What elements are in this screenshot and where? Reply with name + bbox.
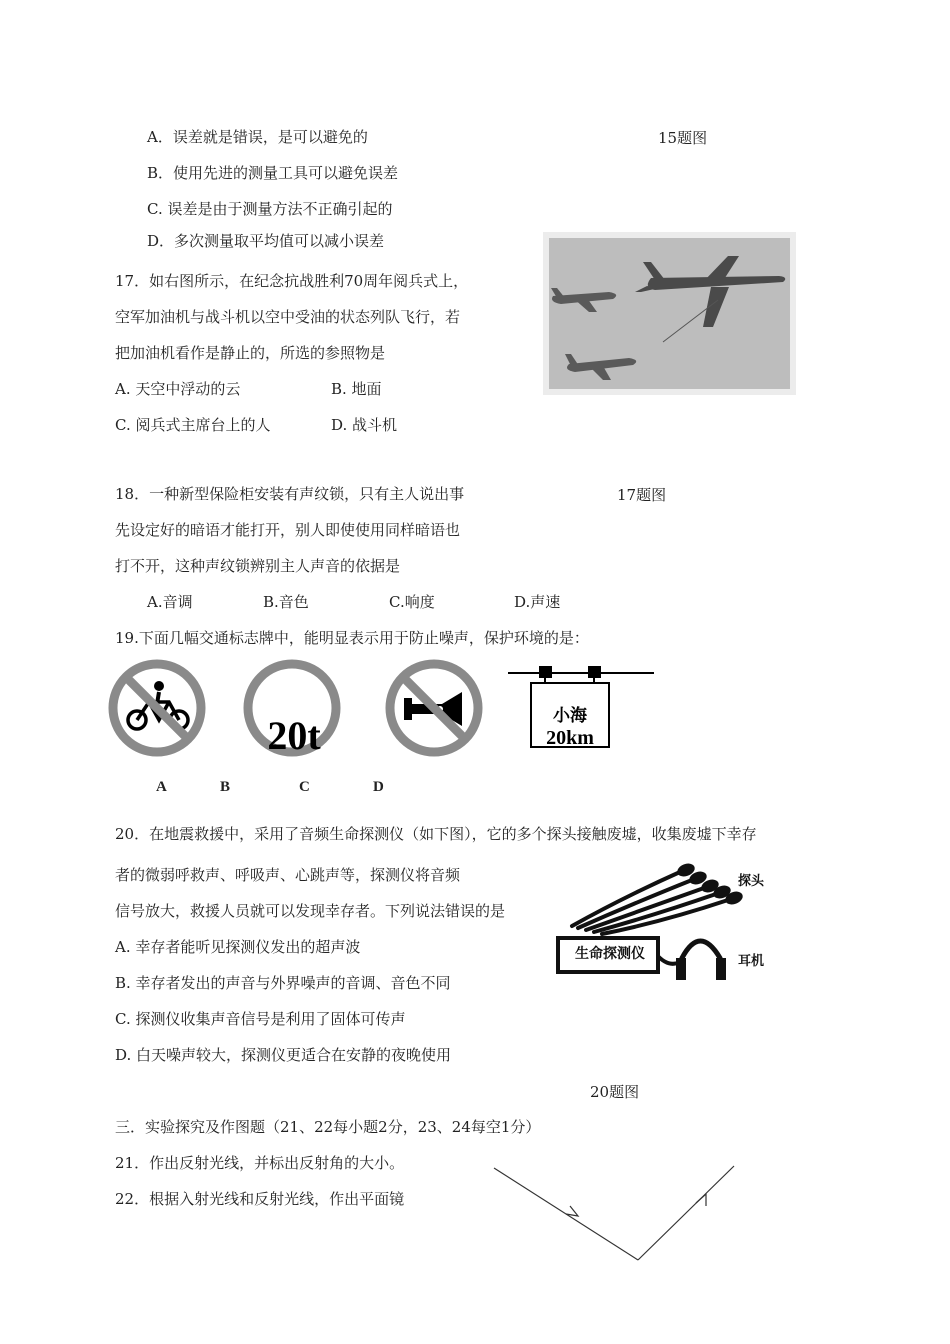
- q18-stem-line1: 18．一种新型保险柜安装有声纹锁，只有主人说出事: [115, 485, 465, 503]
- q17-refueling-photo: [543, 232, 796, 395]
- q16-option-c: C. 误差是由于测量方法不正确引起的: [147, 200, 393, 218]
- section3-title: 三．实验探究及作图题（21、22每小题2分，23、24每空1分）: [115, 1118, 541, 1136]
- q20-option-d: D. 白天噪声较大，探测仪更适合在安静的夜晚使用: [115, 1046, 452, 1064]
- q17-option-d: D. 战斗机: [331, 416, 398, 434]
- life-detector-label: 生命探测仪: [575, 946, 645, 962]
- q17-stem-line1: 17．如右图所示，在纪念抗战胜利70周年阅兵式上，: [115, 272, 469, 290]
- q17-option-a: A. 天空中浮动的云: [115, 380, 241, 398]
- q17-figure-caption: 17题图: [617, 486, 667, 504]
- q19-stem: 19.下面几幅交通标志牌中，能明显表示用于防止噪声，保护环境的是：: [115, 629, 589, 647]
- q17-option-c: C. 阅兵式主席台上的人: [115, 416, 271, 434]
- q20-option-c: C. 探测仪收集声音信号是利用了固体可传声: [115, 1010, 406, 1028]
- q19-label-b: B: [220, 779, 231, 795]
- q19-label-a: A: [156, 779, 167, 795]
- q20-stem-line1: 20．在地震救援中，采用了音频生命探测仪（如下图），它的多个探头接触废墟，收集废墟下幸存: [115, 825, 757, 843]
- q16-option-a: A．误差就是错误，是可以避免的: [147, 128, 368, 146]
- q18-option-c: C.响度: [389, 593, 435, 611]
- q20-stem-line2: 者的微弱呼救声、呼吸声、心跳声等，探测仪将音频: [115, 866, 461, 884]
- q18-option-b: B.音色: [263, 593, 309, 611]
- distance-sign-distance: 20km: [546, 727, 594, 749]
- q20-option-a: A. 幸存者能听见探测仪发出的超声波: [115, 938, 361, 956]
- q20-figure-caption: 20题图: [590, 1083, 640, 1101]
- reflection-ray-diagram: [488, 1160, 738, 1266]
- distance-sign-place: 小海: [553, 706, 587, 726]
- q20-option-b: B. 幸存者发出的声音与外界噪声的音调、音色不同: [115, 974, 451, 992]
- q20-stem-line3: 信号放大，救援人员就可以发现幸存者。下列说法错误的是: [115, 902, 506, 920]
- weight-limit-text: 20t: [267, 713, 321, 758]
- no-horn-sign: [384, 658, 484, 758]
- q22-stem: 22．根据入射光线和反射光线，作出平面镜: [115, 1190, 405, 1208]
- no-bicycle-sign: [107, 658, 207, 758]
- q19-label-d: D: [373, 779, 384, 795]
- q18-stem-line2: 先设定好的暗语才能打开，别人即使使用同样暗语也: [115, 521, 461, 539]
- q16-option-d: D．多次测量取平均值可以减小误差: [147, 232, 385, 250]
- q16-option-b: B．使用先进的测量工具可以避免误差: [147, 164, 399, 182]
- q19-label-c: C: [299, 779, 310, 795]
- q18-stem-line3: 打不开，这种声纹锁辨别主人声音的依据是: [115, 557, 401, 575]
- q21-stem: 21．作出反射光线，并标出反射角的大小。: [115, 1154, 405, 1172]
- q17-option-b: B. 地面: [331, 380, 382, 398]
- q17-stem-line3: 把加油机看作是静止的，所选的参照物是: [115, 344, 386, 362]
- q18-option-a: A.音调: [147, 593, 193, 611]
- probe-label: 探头: [738, 874, 765, 889]
- q15-figure-caption: 15题图: [658, 129, 708, 147]
- q18-option-d: D.声速: [514, 593, 561, 611]
- earphone-label: 耳机: [738, 954, 765, 969]
- q17-stem-line2: 空军加油机与战斗机以空中受油的状态列队飞行，若: [115, 308, 461, 326]
